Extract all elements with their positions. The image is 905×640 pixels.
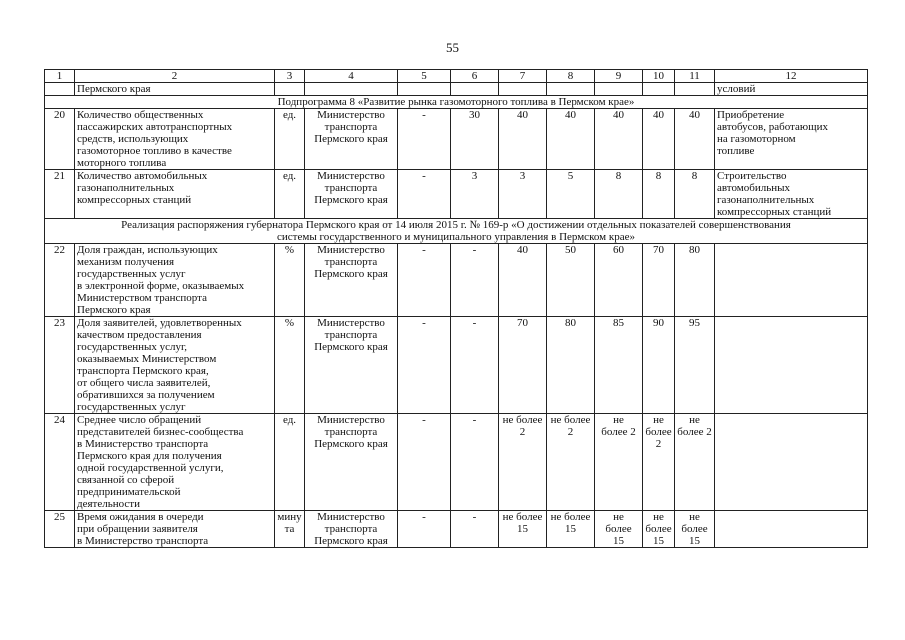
value-cell: 85 bbox=[595, 317, 643, 414]
value-cell: 5 bbox=[547, 170, 595, 219]
unit-cell: ед. bbox=[275, 414, 305, 511]
table-row bbox=[45, 109, 868, 170]
indicator-name: Время ожидания в очереди при обращении заявителя в Министерство транспорта bbox=[75, 511, 275, 548]
indicator-name: Среднее число обращений представителей бизнес-сообщества в Министерство транспорта Пермского края для получения одной государственной услуги, связанной со сферой предпринимательской деятельности bbox=[75, 414, 275, 511]
value-cell: - bbox=[451, 414, 499, 511]
column-number: 5 bbox=[398, 70, 451, 83]
value-cell: не более 2 bbox=[643, 414, 675, 511]
value-cell: не более 2 bbox=[675, 414, 715, 511]
value-cell: 40 bbox=[595, 109, 643, 170]
note-cell: Приобретение автобусов, работающих на газомоторном топливе bbox=[715, 109, 868, 170]
section-heading: Реализация распоряжения губернатора Пермского края от 14 июля 2015 г. № 169-р «О достижении отдельных показателей совершенствования системы государственного и муниципального управления в Пермском крае» bbox=[45, 219, 868, 244]
ministry-cell: Министерство транспорта Пермского края bbox=[305, 414, 398, 511]
value-cell: 40 bbox=[547, 109, 595, 170]
table-row bbox=[45, 414, 868, 511]
unit-cell: ед. bbox=[275, 170, 305, 219]
column-number-row bbox=[45, 70, 868, 83]
note-cell: условий bbox=[715, 83, 868, 96]
unit-cell: мину та bbox=[275, 511, 305, 548]
value-cell: 40 bbox=[675, 109, 715, 170]
value-cell: 8 bbox=[675, 170, 715, 219]
row-number: 20 bbox=[45, 109, 75, 170]
value-cell: 70 bbox=[643, 244, 675, 317]
subprogram-heading-row bbox=[45, 96, 868, 109]
value-cell: 95 bbox=[675, 317, 715, 414]
value-cell: 8 bbox=[643, 170, 675, 219]
value-cell: не более 2 bbox=[595, 414, 643, 511]
note-cell: Строительство автомобильных газонаполнительных компрессорных станций bbox=[715, 170, 868, 219]
section-heading-row bbox=[45, 219, 868, 244]
value-cell: 80 bbox=[675, 244, 715, 317]
value-cell: 40 bbox=[643, 109, 675, 170]
column-number: 6 bbox=[451, 70, 499, 83]
value-cell: 8 bbox=[595, 170, 643, 219]
ministry-cell: Министерство транспорта Пермского края bbox=[305, 170, 398, 219]
column-number: 8 bbox=[547, 70, 595, 83]
ministry-cell: Министерство транспорта Пермского края bbox=[305, 244, 398, 317]
value-cell: не более 2 bbox=[547, 414, 595, 511]
section-rows bbox=[45, 244, 868, 548]
value-cell: 30 bbox=[451, 109, 499, 170]
value-cell: - bbox=[451, 244, 499, 317]
value-cell: не более 2 bbox=[499, 414, 547, 511]
ministry-cell: Министерство транспорта Пермского края bbox=[305, 317, 398, 414]
value-cell: не более 15 bbox=[499, 511, 547, 548]
row-number: 22 bbox=[45, 244, 75, 317]
row-number: 24 bbox=[45, 414, 75, 511]
subprogram-rows bbox=[45, 109, 868, 219]
value-cell: - bbox=[451, 511, 499, 548]
value-cell: не более 15 bbox=[595, 511, 643, 548]
value-cell: - bbox=[398, 244, 451, 317]
value-cell: - bbox=[398, 109, 451, 170]
column-number: 10 bbox=[643, 70, 675, 83]
indicator-name: Количество автомобильных газонаполнительных компрессорных станций bbox=[75, 170, 275, 219]
unit-cell: ед. bbox=[275, 109, 305, 170]
value-cell: - bbox=[398, 414, 451, 511]
note-cell bbox=[715, 317, 868, 414]
row-number: 23 bbox=[45, 317, 75, 414]
value-cell: 3 bbox=[451, 170, 499, 219]
column-number: 12 bbox=[715, 70, 868, 83]
value-cell: 70 bbox=[499, 317, 547, 414]
subprogram-heading: Подпрограмма 8 «Развитие рынка газомоторного топлива в Пермском крае» bbox=[45, 96, 868, 109]
row-number: 21 bbox=[45, 170, 75, 219]
table-row bbox=[45, 511, 868, 548]
value-cell: 40 bbox=[499, 244, 547, 317]
unit-cell: % bbox=[275, 317, 305, 414]
column-number: 9 bbox=[595, 70, 643, 83]
value-cell: не более 15 bbox=[547, 511, 595, 548]
value-cell: - bbox=[398, 511, 451, 548]
ministry-cell: Министерство транспорта Пермского края bbox=[305, 511, 398, 548]
value-cell: 40 bbox=[499, 109, 547, 170]
column-number: 3 bbox=[275, 70, 305, 83]
indicator-name: Доля заявителей, удовлетворенных качеством предоставления государственных услуг, оказываемых Министерством транспорта Пермского края, от общего числа заявителей, обратившихся за получением государственных услуг bbox=[75, 317, 275, 414]
value-cell: - bbox=[451, 317, 499, 414]
table-row bbox=[45, 170, 868, 219]
continuation-row bbox=[45, 83, 868, 96]
indicator-name: Количество общественных пассажирских автотранспортных средств, использующих газомоторное топливо в качестве моторного топлива bbox=[75, 109, 275, 170]
table-row bbox=[45, 317, 868, 414]
value-cell: не более 15 bbox=[675, 511, 715, 548]
column-number: 4 bbox=[305, 70, 398, 83]
page-number: 55 bbox=[446, 40, 459, 55]
note-cell bbox=[715, 244, 868, 317]
value-cell: 60 bbox=[595, 244, 643, 317]
unit-cell: % bbox=[275, 244, 305, 317]
column-number: 2 bbox=[75, 70, 275, 83]
indicator-name: Пермского края bbox=[75, 83, 275, 96]
column-number: 11 bbox=[675, 70, 715, 83]
table-row bbox=[45, 244, 868, 317]
indicators-table bbox=[44, 69, 868, 548]
indicator-name: Доля граждан, использующих механизм получения государственных услуг в электронной форме, оказываемых Министерством транспорта Пермского края bbox=[75, 244, 275, 317]
note-cell bbox=[715, 414, 868, 511]
column-number: 7 bbox=[499, 70, 547, 83]
value-cell: не более 15 bbox=[643, 511, 675, 548]
row-number: 25 bbox=[45, 511, 75, 548]
value-cell: - bbox=[398, 170, 451, 219]
value-cell: 90 bbox=[643, 317, 675, 414]
ministry-cell: Министерство транспорта Пермского края bbox=[305, 109, 398, 170]
value-cell: 80 bbox=[547, 317, 595, 414]
value-cell: - bbox=[398, 317, 451, 414]
value-cell: 3 bbox=[499, 170, 547, 219]
column-number: 1 bbox=[45, 70, 75, 83]
value-cell: 50 bbox=[547, 244, 595, 317]
note-cell bbox=[715, 511, 868, 548]
